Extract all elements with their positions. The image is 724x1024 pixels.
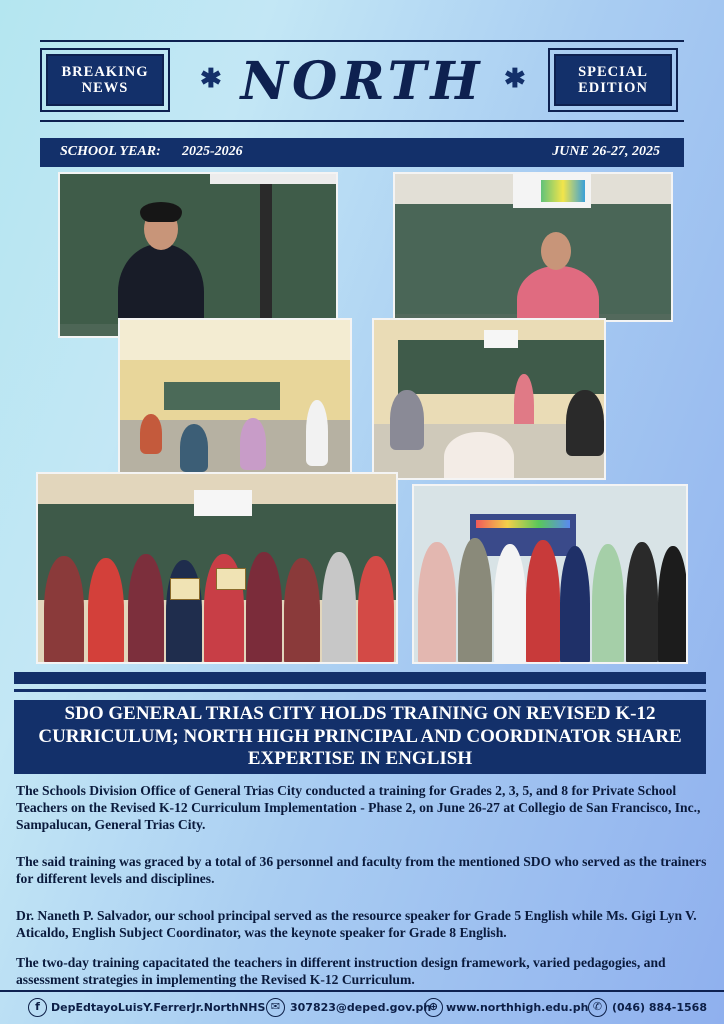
badge-line-1: BREAKING: [61, 64, 149, 80]
article-paragraph: The said training was graced by a total of 36 personnel and faculty from the mentioned SDO who served as the trainers for different levels and disciplines.: [16, 854, 707, 886]
website-link[interactable]: www.northhigh.edu.ph: [446, 1001, 589, 1014]
badge-line-2: EDITION: [578, 80, 648, 96]
star-icon: ✱: [504, 64, 526, 93]
issue-date: JUNE 26-27, 2025: [552, 144, 660, 159]
school-year-bar: [40, 138, 684, 167]
phone-number[interactable]: (046) 884-1568: [612, 1001, 707, 1014]
special-edition-badge: [548, 48, 678, 112]
school-year-value: 2025-2026: [182, 144, 243, 159]
newspaper-title: NORTH: [240, 51, 484, 112]
divider-thin: [14, 689, 706, 692]
photo-classroom-session: [372, 318, 606, 480]
badge-line-2: NEWS: [81, 80, 129, 96]
footer-rule: [0, 990, 724, 992]
school-year-label: SCHOOL YEAR:: [60, 144, 161, 159]
contact-footer: [0, 996, 724, 1020]
top-rule: [40, 40, 684, 42]
star-icon: ✱: [200, 64, 222, 93]
breaking-news-badge: [40, 48, 170, 112]
article-headline: SDO GENERAL TRIAS CITY HOLDS TRAINING ON REVISED K-12 CURRICULUM; NORTH HIGH PRINCIPAL AND COORDINATOR SHARE EXPERTISE IN ENGLISH: [14, 700, 706, 774]
article-paragraph: The Schools Division Office of General Trias City conducted a training for Grades 2, 3, 5, and 8 for Private School Teachers on the Revised K-12 Curriculum Implementation - Phase 2, on June 26-27 at Collegio de San Francisco, Inc., Sampalucan, General Trias City.: [16, 783, 701, 832]
divider-band: [14, 672, 706, 684]
photo-group-speakers: [412, 484, 688, 664]
masthead-rule: [40, 120, 684, 122]
photo-speaker-coordinator: [393, 172, 673, 322]
email-address[interactable]: 307823@deped.gov.ph: [290, 1001, 432, 1014]
phone-icon: ✆: [588, 998, 607, 1017]
badge-line-1: SPECIAL: [578, 64, 648, 80]
globe-icon: ⊕: [424, 998, 443, 1017]
article-paragraph: The two-day training capacitated the teachers in different instruction design framework, varied pedagogies, and assessment strategies in implementing the Revised K-12 Curriculum.: [16, 955, 666, 987]
photo-group-certificates: [36, 472, 398, 664]
photo-classroom-wide: [118, 318, 352, 480]
email-icon: ✉: [266, 998, 285, 1017]
facebook-page[interactable]: DepEdtayoLuisY.FerrerJr.NorthNHS: [51, 1001, 266, 1014]
facebook-icon: f: [28, 998, 47, 1017]
photo-speaker-principal: [58, 172, 338, 338]
article-paragraph: Dr. Naneth P. Salvador, our school principal served as the resource speaker for Grade 5 English while Ms. Gigi Lyn V. Aticaldo, English Subject Coordinator, was the keynote speaker for Grade 8 English.: [16, 908, 697, 940]
